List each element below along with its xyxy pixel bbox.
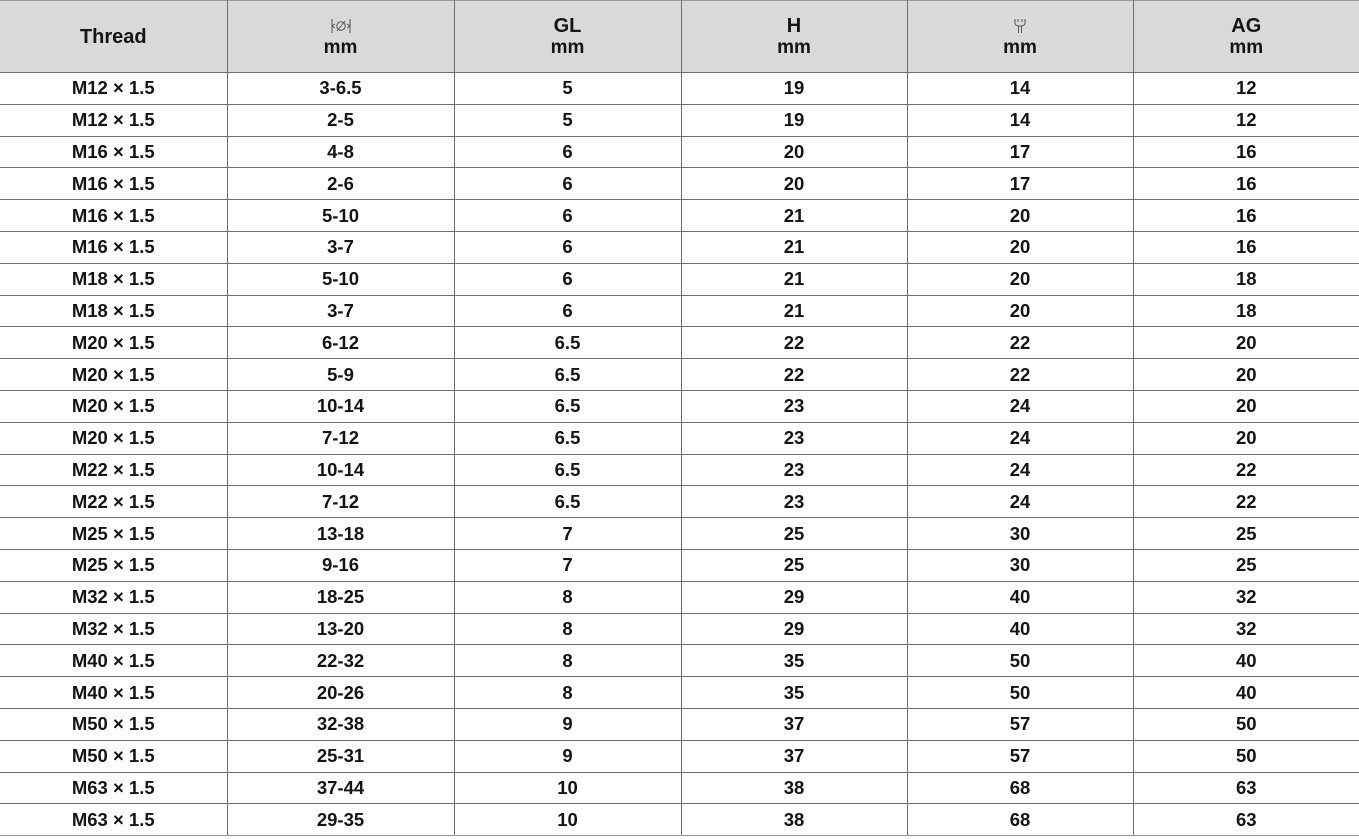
table-row [0,390,1359,422]
cell-h: 19 [681,73,907,105]
cell-thread: M40 × 1.5 [0,677,227,709]
cell-thread: M16 × 1.5 [0,168,227,200]
cell-clamping-range: 13-18 [227,518,454,550]
header-title: GL [553,14,582,37]
cell-thread: M16 × 1.5 [0,200,227,232]
cell-h: 35 [681,677,907,709]
cell-wrench-size: 24 [907,454,1133,486]
cell-thread: M20 × 1.5 [0,422,227,454]
cell-gl: 6 [454,263,681,295]
cell-gl: 6 [454,136,681,168]
cell-clamping-range: 7-12 [227,486,454,518]
cell-clamping-range: 3-7 [227,295,454,327]
header-row [0,1,1359,73]
cell-gl: 8 [454,581,681,613]
cell-h: 37 [681,708,907,740]
cell-gl: 6 [454,295,681,327]
table-row [0,136,1359,168]
cell-h: 25 [681,549,907,581]
cell-h: 21 [681,295,907,327]
cell-h: 22 [681,359,907,391]
cell-h: 22 [681,327,907,359]
cell-wrench-size: 40 [907,581,1133,613]
cell-clamping-range: 3-6.5 [227,73,454,105]
cell-h: 37 [681,740,907,772]
table-row [0,772,1359,804]
cell-wrench-size: 57 [907,708,1133,740]
cell-clamping-range: 10-14 [227,390,454,422]
table-row [0,645,1359,677]
cell-ag: 22 [1133,486,1359,518]
cell-wrench-size: 30 [907,518,1133,550]
cell-clamping-range: 10-14 [227,454,454,486]
cell-clamping-range: 5-10 [227,200,454,232]
cell-wrench-size: 24 [907,422,1133,454]
cell-clamping-range: 3-7 [227,231,454,263]
header-wrench-size [907,1,1133,73]
cell-ag: 18 [1133,295,1359,327]
cell-wrench-size: 17 [907,136,1133,168]
cell-wrench-size: 22 [907,327,1133,359]
cell-wrench-size: 30 [907,549,1133,581]
cell-gl: 6.5 [454,454,681,486]
cell-clamping-range: 5-10 [227,263,454,295]
cell-thread: M20 × 1.5 [0,359,227,391]
cell-thread: M22 × 1.5 [0,454,227,486]
cell-ag: 12 [1133,104,1359,136]
cell-gl: 6.5 [454,327,681,359]
cell-ag: 20 [1133,327,1359,359]
table-row [0,295,1359,327]
cell-gl: 8 [454,613,681,645]
cell-clamping-range: 2-6 [227,168,454,200]
cell-h: 29 [681,613,907,645]
cell-wrench-size: 14 [907,73,1133,105]
header-unit: mm [1229,36,1264,58]
cell-clamping-range: 32-38 [227,708,454,740]
cell-gl: 6.5 [454,359,681,391]
cell-h: 38 [681,804,907,836]
cell-ag: 18 [1133,263,1359,295]
cell-h: 19 [681,104,907,136]
table-row [0,359,1359,391]
table-row [0,708,1359,740]
cell-h: 23 [681,454,907,486]
cell-h: 21 [681,200,907,232]
cell-thread: M12 × 1.5 [0,73,227,105]
cell-clamping-range: 20-26 [227,677,454,709]
cell-gl: 7 [454,518,681,550]
cell-clamping-range: 13-20 [227,613,454,645]
cell-gl: 6.5 [454,486,681,518]
cell-thread: M50 × 1.5 [0,708,227,740]
cell-h: 23 [681,390,907,422]
cell-clamping-range: 4-8 [227,136,454,168]
table-row [0,422,1359,454]
cell-thread: M50 × 1.5 [0,740,227,772]
cell-wrench-size: 50 [907,645,1133,677]
cell-thread: M20 × 1.5 [0,327,227,359]
cell-gl: 6.5 [454,422,681,454]
cell-h: 38 [681,772,907,804]
cell-ag: 40 [1133,677,1359,709]
table-row [0,549,1359,581]
cell-gl: 9 [454,740,681,772]
cell-ag: 16 [1133,168,1359,200]
cell-gl: 8 [454,645,681,677]
cell-gl: 10 [454,804,681,836]
cell-gl: 6 [454,168,681,200]
cell-thread: M16 × 1.5 [0,136,227,168]
cell-ag: 63 [1133,772,1359,804]
cell-h: 23 [681,422,907,454]
cell-wrench-size: 40 [907,613,1133,645]
header-unit: mm [550,36,585,58]
cell-thread: M20 × 1.5 [0,390,227,422]
table-row [0,486,1359,518]
cell-wrench-size: 14 [907,104,1133,136]
header-unit: mm [323,36,358,58]
header-ag [1133,1,1359,73]
header-thread [0,1,227,73]
cell-wrench-size: 20 [907,231,1133,263]
cell-ag: 50 [1133,708,1359,740]
cell-h: 21 [681,231,907,263]
header-gl [454,1,681,73]
cell-ag: 20 [1133,390,1359,422]
header-title: H [786,14,802,37]
cell-thread: M40 × 1.5 [0,645,227,677]
cell-clamping-range: 9-16 [227,549,454,581]
cell-thread: M32 × 1.5 [0,613,227,645]
cell-clamping-range: 22-32 [227,645,454,677]
cell-gl: 10 [454,772,681,804]
cell-ag: 25 [1133,549,1359,581]
cell-h: 21 [681,263,907,295]
cell-clamping-range: 37-44 [227,772,454,804]
cell-ag: 32 [1133,613,1359,645]
table-row [0,327,1359,359]
cell-ag: 16 [1133,231,1359,263]
table-row [0,677,1359,709]
cell-thread: M32 × 1.5 [0,581,227,613]
cell-h: 35 [681,645,907,677]
cell-ag: 16 [1133,136,1359,168]
cell-thread: M16 × 1.5 [0,231,227,263]
cell-h: 20 [681,136,907,168]
cell-wrench-size: 24 [907,390,1133,422]
table-row [0,613,1359,645]
cell-gl: 8 [454,677,681,709]
cell-wrench-size: 24 [907,486,1133,518]
header-h [681,1,907,73]
table-row [0,518,1359,550]
cell-thread: M12 × 1.5 [0,104,227,136]
cell-wrench-size: 50 [907,677,1133,709]
table-row [0,804,1359,836]
cell-gl: 6 [454,231,681,263]
cell-wrench-size: 22 [907,359,1133,391]
table-row [0,200,1359,232]
cell-ag: 40 [1133,645,1359,677]
cell-clamping-range: 25-31 [227,740,454,772]
cell-clamping-range: 18-25 [227,581,454,613]
cell-wrench-size: 57 [907,740,1133,772]
table-row [0,454,1359,486]
cell-wrench-size: 20 [907,295,1133,327]
cell-ag: 22 [1133,454,1359,486]
cell-h: 23 [681,486,907,518]
cell-h: 20 [681,168,907,200]
cell-ag: 20 [1133,359,1359,391]
cell-thread: M22 × 1.5 [0,486,227,518]
cell-gl: 7 [454,549,681,581]
cell-thread: M25 × 1.5 [0,549,227,581]
wrench-icon [1009,17,1031,35]
cell-clamping-range: 6-12 [227,327,454,359]
table-header [0,1,1359,73]
cell-ag: 63 [1133,804,1359,836]
cell-ag: 32 [1133,581,1359,613]
table-row [0,263,1359,295]
cell-ag: 50 [1133,740,1359,772]
table-row [0,168,1359,200]
header-title: AG [1231,14,1262,37]
cell-gl: 5 [454,73,681,105]
header-unit: mm [777,36,811,58]
cell-thread: M63 × 1.5 [0,772,227,804]
cell-clamping-range: 7-12 [227,422,454,454]
cell-wrench-size: 68 [907,804,1133,836]
cell-gl: 5 [454,104,681,136]
cell-ag: 12 [1133,73,1359,105]
header-clamping-diameter [227,1,454,73]
table-body [0,73,1359,836]
table-row [0,740,1359,772]
cell-clamping-range: 2-5 [227,104,454,136]
cell-ag: 25 [1133,518,1359,550]
table-row [0,581,1359,613]
cell-thread: M63 × 1.5 [0,804,227,836]
cell-wrench-size: 20 [907,200,1133,232]
table-row [0,231,1359,263]
cell-thread: M18 × 1.5 [0,263,227,295]
cell-wrench-size: 17 [907,168,1133,200]
cell-clamping-range: 29-35 [227,804,454,836]
cell-wrench-size: 20 [907,263,1133,295]
header-unit: mm [1003,36,1037,58]
cell-h: 29 [681,581,907,613]
cell-thread: M25 × 1.5 [0,518,227,550]
header-title: Thread [79,25,147,48]
cell-ag: 16 [1133,200,1359,232]
cell-gl: 9 [454,708,681,740]
cell-h: 25 [681,518,907,550]
cell-thread: M18 × 1.5 [0,295,227,327]
clamping-diameter-icon [330,17,352,35]
cell-ag: 20 [1133,422,1359,454]
cell-clamping-range: 5-9 [227,359,454,391]
cell-wrench-size: 68 [907,772,1133,804]
cell-gl: 6.5 [454,390,681,422]
table-row [0,73,1359,105]
cell-gl: 6 [454,200,681,232]
table-row [0,104,1359,136]
